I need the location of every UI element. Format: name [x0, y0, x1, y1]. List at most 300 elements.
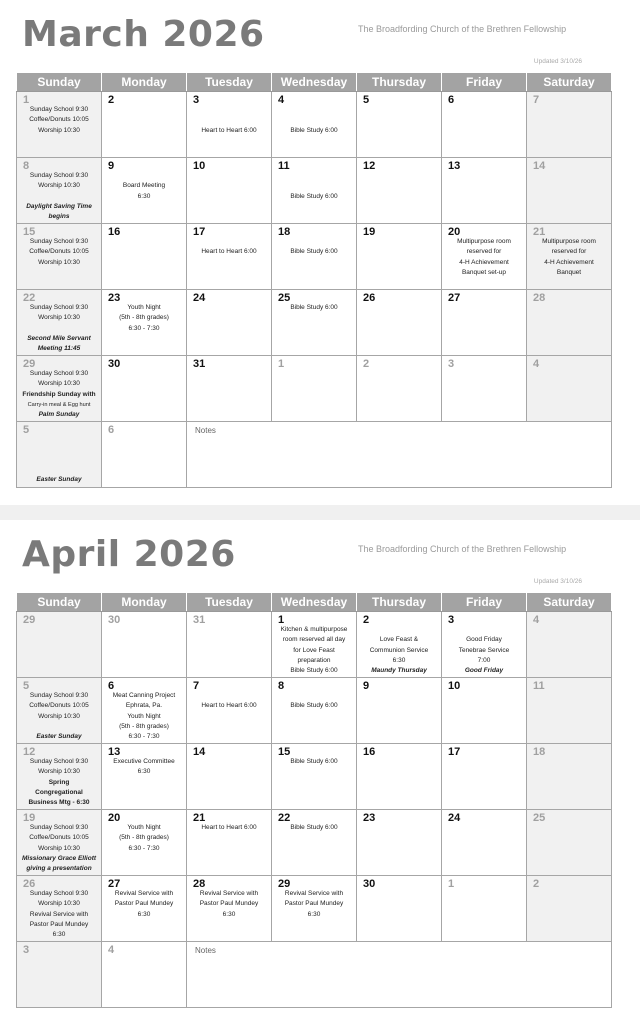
day-cell — [17, 876, 102, 942]
event-line: Kitchen & multipurpose — [280, 626, 348, 633]
march-calendar-page — [0, 0, 640, 505]
day-cell — [442, 678, 527, 744]
day-cell — [442, 810, 527, 876]
day-cell — [527, 356, 612, 422]
day-number: 31 — [193, 614, 206, 626]
day-number: 3 — [193, 94, 200, 106]
event-line: Youth Night — [127, 712, 161, 720]
event-line: Pastor Paul Mundey — [284, 900, 344, 908]
event-line: Worship 10:30 — [38, 844, 80, 852]
day-number: 12 — [23, 746, 36, 758]
weekday-header: Tuesday — [187, 73, 272, 92]
event-line: Tenebrae Service — [458, 646, 510, 654]
event-line: Pastor Paul Mundey — [114, 900, 174, 908]
day-number: 31 — [193, 358, 206, 370]
week-row — [17, 158, 612, 224]
day-cell — [272, 744, 357, 810]
event-list — [187, 237, 271, 258]
event-line: Pastor Paul Mundey — [29, 920, 89, 928]
event-line: Good Friday — [466, 636, 502, 644]
event-list — [272, 757, 356, 767]
day-number: 20 — [108, 812, 121, 824]
event-line: Banquet — [556, 268, 582, 276]
event-line — [187, 691, 271, 701]
event-list — [272, 823, 356, 833]
week-row — [17, 224, 612, 290]
event-list — [17, 823, 101, 874]
event-line: Bible Study 6:00 — [290, 667, 338, 675]
day-cell — [272, 224, 357, 290]
event-line: Carry-in meal & Egg hunt — [27, 401, 91, 408]
event-line: Multipurpose room — [457, 238, 511, 245]
event-line: Good Friday — [464, 667, 504, 675]
day-cell — [442, 290, 527, 356]
day-number: 4 — [108, 944, 115, 956]
event-line: Bible Study 6:00 — [290, 758, 338, 765]
event-line: Worship 10:30 — [38, 314, 80, 322]
day-number: 19 — [23, 812, 36, 824]
day-cell — [17, 92, 102, 158]
event-line: Communion Service — [369, 646, 429, 654]
event-line: Easter Sunday — [36, 475, 82, 483]
event-line — [272, 115, 356, 125]
event-line: Congregational — [35, 788, 83, 796]
event-list — [102, 757, 186, 778]
event-line: Worship 10:30 — [38, 126, 80, 134]
event-line: Youth Night — [127, 304, 161, 311]
day-number: 21 — [193, 812, 206, 824]
day-number: 3 — [448, 358, 455, 370]
day-cell — [527, 224, 612, 290]
event-line: (5th - 8th grades) — [119, 314, 169, 322]
event-line: 6:30 - 7:30 — [128, 844, 160, 852]
event-list — [17, 237, 101, 268]
weekday-header: Tuesday — [187, 593, 272, 612]
day-number: 13 — [448, 160, 461, 172]
day-number: 26 — [23, 878, 36, 890]
event-list — [442, 625, 526, 676]
event-line: 6:30 - 7:30 — [128, 733, 160, 741]
day-number: 25 — [278, 292, 291, 304]
day-number: 23 — [363, 812, 376, 824]
updated-date: Updated 3/10/26 — [533, 58, 582, 65]
day-number: 30 — [363, 878, 376, 890]
event-line: Bible Study 6:00 — [290, 192, 338, 200]
day-cell — [102, 224, 187, 290]
day-number: 29 — [23, 614, 36, 626]
day-cell — [17, 942, 102, 1008]
event-line: Heart to Heart 6:00 — [201, 702, 257, 710]
weekday-header: Sunday — [17, 73, 102, 92]
day-cell — [17, 612, 102, 678]
event-line: Meat Canning Project — [112, 692, 176, 699]
event-line: 6:30 — [307, 910, 321, 918]
event-line: Worship 10:30 — [38, 900, 80, 908]
day-cell — [102, 744, 187, 810]
event-line: 6:30 — [222, 910, 236, 918]
month-title: April 2026 — [22, 534, 236, 575]
day-number: 12 — [363, 160, 376, 172]
event-list — [272, 889, 356, 920]
day-cell — [357, 356, 442, 422]
event-line: Pastor Paul Mundey — [199, 900, 259, 908]
day-number: 14 — [533, 160, 546, 172]
day-cell — [187, 158, 272, 224]
day-cell — [102, 92, 187, 158]
page-separator — [0, 505, 640, 520]
day-cell — [442, 612, 527, 678]
day-cell — [187, 92, 272, 158]
day-number: 16 — [363, 746, 376, 758]
event-line: Revival Service with — [284, 890, 344, 897]
day-number: 6 — [108, 680, 115, 692]
event-line: begins — [48, 213, 70, 221]
day-number: 15 — [278, 746, 291, 758]
event-line: Daylight Saving Time — [26, 202, 92, 210]
day-cell — [17, 744, 102, 810]
week-row — [17, 612, 612, 678]
event-list — [272, 105, 356, 136]
day-cell — [187, 876, 272, 942]
week-row — [17, 810, 612, 876]
day-cell — [102, 290, 187, 356]
day-cell — [272, 92, 357, 158]
event-line: Meeting 11:45 — [37, 345, 81, 353]
event-line: Friendship Sunday with — [22, 390, 96, 398]
weekday-header-row — [17, 593, 612, 612]
event-line: Youth Night — [127, 824, 161, 831]
day-cell — [442, 158, 527, 224]
day-number: 6 — [448, 94, 455, 106]
day-number: 28 — [193, 878, 206, 890]
day-cell — [17, 422, 102, 488]
event-line: Bible Study 6:00 — [290, 126, 338, 134]
event-line: 6:30 — [137, 910, 151, 918]
day-cell — [17, 810, 102, 876]
day-number: 24 — [193, 292, 206, 304]
day-cell — [357, 876, 442, 942]
event-line: Coffee/Donuts 10:05 — [29, 116, 89, 124]
day-cell — [187, 224, 272, 290]
updated-date: Updated 3/10/26 — [533, 578, 582, 585]
event-line: Worship 10:30 — [38, 768, 80, 776]
week-row — [17, 678, 612, 744]
event-line — [357, 625, 441, 635]
day-cell — [527, 290, 612, 356]
event-line: Worship 10:30 — [38, 712, 80, 720]
event-line — [17, 722, 101, 732]
day-cell — [102, 876, 187, 942]
event-list — [272, 691, 356, 712]
event-line: Sunday School 9:30 — [29, 692, 89, 699]
day-cell — [102, 356, 187, 422]
day-number: 27 — [108, 878, 121, 890]
day-number: 29 — [278, 878, 291, 890]
event-list — [102, 691, 186, 742]
day-number: 4 — [533, 358, 540, 370]
event-line: Revival Service with — [114, 890, 174, 897]
week-row — [17, 744, 612, 810]
event-line — [187, 115, 271, 125]
event-list — [187, 889, 271, 920]
day-cell — [442, 356, 527, 422]
day-cell — [272, 356, 357, 422]
event-line: Sunday School 9:30 — [29, 370, 89, 377]
day-number: 1 — [278, 358, 285, 370]
event-line — [187, 105, 271, 115]
event-line — [272, 237, 356, 247]
event-line — [272, 105, 356, 115]
event-line: Sunday School 9:30 — [29, 172, 89, 179]
day-number: 23 — [108, 292, 121, 304]
event-line: for Love Feast — [293, 646, 335, 654]
day-number: 29 — [23, 358, 36, 370]
weekday-header: Saturday — [527, 593, 612, 612]
event-line: Love Feast & — [379, 636, 419, 644]
day-cell — [102, 942, 187, 1008]
week-row — [17, 92, 612, 158]
event-list — [17, 303, 101, 354]
day-number: 10 — [193, 160, 206, 172]
day-cell — [357, 158, 442, 224]
day-number: 22 — [23, 292, 36, 304]
event-line: Coffee/Donuts 10:05 — [29, 702, 89, 710]
event-list — [17, 889, 101, 940]
day-number: 1 — [23, 94, 30, 106]
day-number: 8 — [278, 680, 285, 692]
weekday-header: Thursday — [357, 73, 442, 92]
event-line: Ephrata, Pa. — [125, 702, 163, 710]
day-cell — [17, 224, 102, 290]
event-list — [102, 823, 186, 854]
weekday-header: Wednesday — [272, 593, 357, 612]
event-list — [187, 691, 271, 712]
event-line: Bible Study 6:00 — [290, 248, 338, 256]
day-cell — [187, 290, 272, 356]
event-line: Worship 10:30 — [38, 258, 80, 266]
day-number: 3 — [448, 614, 455, 626]
event-line: 6:30 — [137, 192, 151, 200]
event-line: Board Meeting — [122, 182, 166, 190]
event-line: 6:30 — [137, 768, 151, 776]
day-cell — [187, 810, 272, 876]
day-cell — [357, 678, 442, 744]
weekday-header: Saturday — [527, 73, 612, 92]
day-number: 7 — [533, 94, 540, 106]
event-line: giving a presentation — [26, 865, 92, 873]
day-cell — [527, 158, 612, 224]
day-number: 27 — [448, 292, 461, 304]
weekday-header: Friday — [442, 73, 527, 92]
event-line: reserved for — [551, 248, 587, 256]
event-line: Sunday School 9:30 — [29, 824, 89, 831]
day-cell — [527, 92, 612, 158]
event-list — [17, 171, 101, 222]
day-number: 13 — [108, 746, 121, 758]
event-line: Revival Service with — [29, 910, 89, 918]
day-cell — [442, 92, 527, 158]
day-cell — [272, 158, 357, 224]
day-number: 11 — [278, 160, 290, 172]
event-line — [17, 324, 101, 334]
day-cell — [102, 612, 187, 678]
day-cell — [272, 876, 357, 942]
day-cell — [102, 158, 187, 224]
weekday-header: Thursday — [357, 593, 442, 612]
day-number: 17 — [448, 746, 461, 758]
event-line: Sunday School 9:30 — [29, 106, 89, 113]
day-number: 28 — [533, 292, 546, 304]
event-line: Coffee/Donuts 10:05 — [29, 834, 89, 842]
event-line: Maundy Thursday — [371, 667, 427, 675]
church-name: The Broadfording Church of the Brethren Fellowship — [358, 24, 567, 34]
event-line: Executive Committee — [113, 758, 175, 765]
event-list — [442, 237, 526, 278]
event-line: room reserved all day — [282, 636, 346, 644]
event-line — [442, 625, 526, 635]
day-cell — [442, 744, 527, 810]
day-cell — [102, 810, 187, 876]
day-cell — [527, 744, 612, 810]
day-number: 22 — [278, 812, 291, 824]
event-line: Business Mtg - 6:30 — [28, 799, 90, 807]
event-line: Palm Sunday — [38, 411, 80, 419]
weekday-header: Sunday — [17, 593, 102, 612]
day-number: 7 — [193, 680, 200, 692]
day-number: 1 — [448, 878, 455, 890]
day-cell — [17, 356, 102, 422]
day-number: 18 — [533, 746, 546, 758]
day-number: 15 — [23, 226, 36, 238]
day-cell — [357, 92, 442, 158]
day-cell — [272, 290, 357, 356]
week-row — [17, 290, 612, 356]
day-number: 10 — [448, 680, 461, 692]
day-number: 8 — [23, 160, 30, 172]
day-cell — [527, 810, 612, 876]
day-number: 20 — [448, 226, 461, 238]
day-number: 19 — [363, 226, 376, 238]
event-list — [102, 303, 186, 334]
day-number: 9 — [363, 680, 370, 692]
event-line: Bible Study 6:00 — [290, 304, 338, 311]
day-cell — [17, 158, 102, 224]
day-number: 11 — [533, 680, 545, 692]
day-number: 4 — [278, 94, 285, 106]
day-cell — [272, 678, 357, 744]
event-line: Sunday School 9:30 — [29, 890, 89, 897]
day-number: 2 — [108, 94, 115, 106]
day-cell — [17, 678, 102, 744]
day-number: 5 — [23, 424, 30, 436]
notes-area — [187, 422, 612, 488]
day-cell — [102, 678, 187, 744]
event-line: Multipurpose room — [542, 238, 596, 245]
church-name: The Broadfording Church of the Brethren Fellowship — [358, 544, 567, 554]
day-cell — [187, 744, 272, 810]
day-cell — [357, 744, 442, 810]
event-line — [272, 181, 356, 191]
event-line: 7:00 — [477, 656, 491, 664]
day-cell — [442, 224, 527, 290]
day-cell — [527, 612, 612, 678]
event-list — [17, 105, 101, 136]
day-cell — [187, 678, 272, 744]
event-list — [187, 105, 271, 136]
day-cell — [272, 810, 357, 876]
day-number: 21 — [533, 226, 546, 238]
notes-row — [17, 422, 612, 488]
event-line: Worship 10:30 — [38, 182, 80, 190]
event-line — [187, 237, 271, 247]
weekday-header: Wednesday — [272, 73, 357, 92]
event-list — [272, 171, 356, 202]
day-cell — [357, 290, 442, 356]
event-list — [17, 475, 101, 485]
event-list — [272, 303, 356, 313]
event-list — [357, 625, 441, 676]
weekday-header-row — [17, 73, 612, 92]
calendar-grid — [16, 72, 612, 488]
event-line: Heart to Heart 6:00 — [201, 126, 257, 134]
event-list — [527, 237, 611, 278]
event-line — [272, 691, 356, 701]
event-line: (5th - 8th grades) — [119, 834, 169, 842]
day-cell — [102, 422, 187, 488]
day-number: 5 — [363, 94, 370, 106]
day-cell — [357, 612, 442, 678]
weekday-header: Friday — [442, 593, 527, 612]
day-number: 2 — [363, 358, 370, 370]
event-line: preparation — [297, 656, 331, 664]
event-line: Bible Study 6:00 — [290, 702, 338, 710]
event-list — [272, 625, 356, 676]
day-number: 25 — [533, 812, 546, 824]
event-line: Heart to Heart 6:00 — [201, 824, 257, 831]
event-line: Coffee/Donuts 10:05 — [29, 248, 89, 256]
day-number: 16 — [108, 226, 121, 238]
event-line: Spring — [48, 778, 70, 786]
event-line — [102, 171, 186, 181]
day-number: 2 — [363, 614, 370, 626]
event-list — [17, 369, 101, 420]
day-number: 24 — [448, 812, 461, 824]
day-cell — [357, 224, 442, 290]
day-number: 14 — [193, 746, 206, 758]
event-line — [272, 171, 356, 181]
event-line: Missionary Grace Elliott — [21, 854, 97, 862]
event-line: Sunday School 9:30 — [29, 238, 89, 245]
day-cell — [527, 876, 612, 942]
event-list — [17, 691, 101, 742]
day-cell — [357, 810, 442, 876]
day-number: 30 — [108, 614, 121, 626]
calendar-grid — [16, 592, 612, 1008]
week-row — [17, 356, 612, 422]
day-number: 17 — [193, 226, 206, 238]
event-line: Worship 10:30 — [38, 380, 80, 388]
event-line: Heart to Heart 6:00 — [201, 248, 257, 256]
day-number: 18 — [278, 226, 291, 238]
event-list — [102, 889, 186, 920]
day-cell — [442, 876, 527, 942]
day-cell — [17, 290, 102, 356]
day-number: 26 — [363, 292, 376, 304]
notes-label: Notes — [195, 426, 216, 435]
event-line: reserved for — [466, 248, 502, 256]
event-list — [102, 171, 186, 202]
day-cell — [527, 678, 612, 744]
